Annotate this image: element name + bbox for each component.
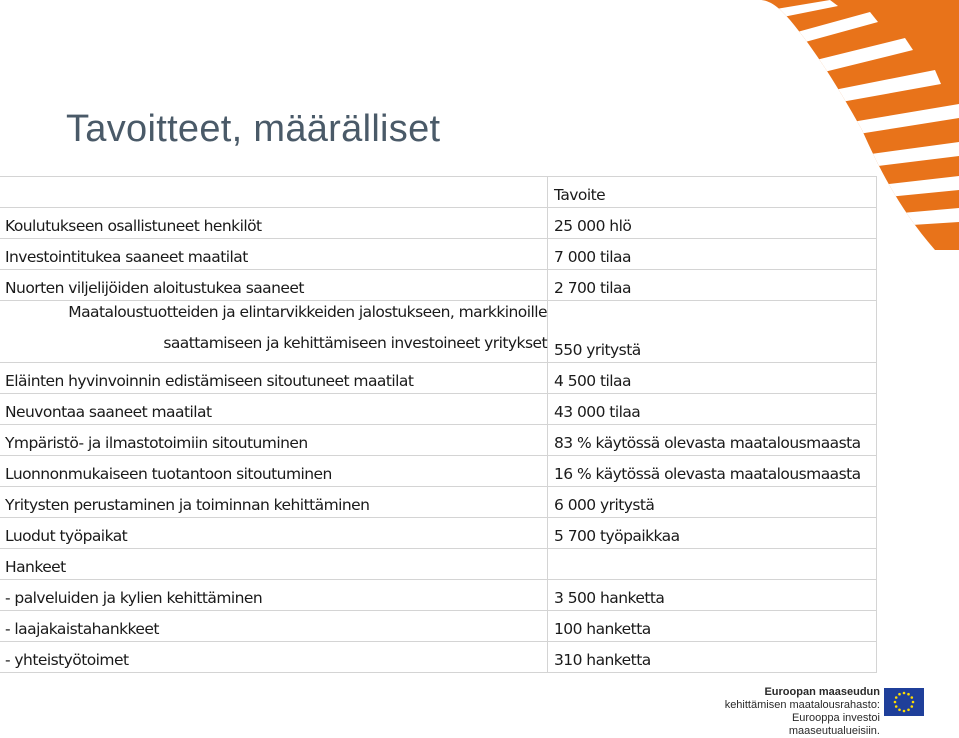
- row-label: Luonnonmukaiseen tuotantoon sitoutuminen: [0, 456, 548, 486]
- row-label: - laajakaistahankkeet: [0, 611, 548, 641]
- row-label: Neuvontaa saaneet maatilat: [0, 394, 548, 424]
- row-label: Investointitukea saaneet maatilat: [0, 239, 548, 269]
- table-row: [0, 239, 877, 270]
- row-value: 7 000 tilaa: [548, 239, 877, 269]
- row-label: - yhteistyötoimet: [0, 642, 548, 672]
- row-value: 5 700 työpaikkaa: [548, 518, 877, 548]
- table-row: [0, 363, 877, 394]
- eafrd-caption-line1: Euroopan maaseudun: [764, 686, 880, 698]
- row-value: 4 500 tilaa: [548, 363, 877, 393]
- table-row: [0, 301, 877, 363]
- row-value: [548, 549, 877, 579]
- row-label: - palveluiden ja kylien kehittäminen: [0, 580, 548, 610]
- table-row: [0, 580, 877, 611]
- targets-table: [0, 176, 877, 673]
- header-label-cell: [0, 177, 548, 207]
- row-value: 6 000 yritystä: [548, 487, 877, 517]
- row-value: 2 700 tilaa: [548, 270, 877, 300]
- row-value: 16 % käytössä olevasta maatalousmaasta: [548, 456, 877, 486]
- row-label: Koulutukseen osallistuneet henkilöt: [0, 208, 548, 238]
- table-row: [0, 549, 877, 580]
- row-value: 550 yritystä: [548, 301, 877, 362]
- row-value: 83 % käytössä olevasta maatalousmaasta: [548, 425, 877, 455]
- row-label-line1: Maataloustuotteiden ja elintarvikkeiden jalostukseen, markkinoille: [68, 303, 547, 321]
- row-label: Hankeet: [0, 549, 548, 579]
- page-title: Tavoitteet, määrälliset: [66, 108, 441, 150]
- row-label: Ympäristö- ja ilmastotoimiin sitoutuminen: [0, 425, 548, 455]
- table-row: [0, 642, 877, 673]
- table-row: [0, 487, 877, 518]
- row-value: 3 500 hanketta: [548, 580, 877, 610]
- row-value: 310 hanketta: [548, 642, 877, 672]
- row-label: [0, 301, 548, 362]
- eu-flag-icon: [884, 688, 924, 716]
- table-row: [0, 518, 877, 549]
- table-header-row: [0, 177, 877, 208]
- eafrd-caption: [700, 686, 880, 738]
- row-label: Yritysten perustaminen ja toiminnan kehittäminen: [0, 487, 548, 517]
- row-value: 43 000 tilaa: [548, 394, 877, 424]
- row-label: Nuorten viljelijöiden aloitustukea saaneet: [0, 270, 548, 300]
- header-value-cell: Tavoite: [548, 177, 877, 207]
- eafrd-caption-line2: kehittämisen maatalousrahasto:: [724, 699, 880, 711]
- row-value: 100 hanketta: [548, 611, 877, 641]
- table-row: [0, 394, 877, 425]
- table-row: [0, 425, 877, 456]
- eafrd-caption-line3: Eurooppa investoi maaseutualueisiin.: [788, 712, 880, 737]
- table-row: [0, 611, 877, 642]
- row-label: Luodut työpaikat: [0, 518, 548, 548]
- row-label-line2: saattamiseen ja kehittämiseen investoineet yritykset: [163, 334, 547, 352]
- table-row: [0, 456, 877, 487]
- table-row: [0, 208, 877, 239]
- row-value: 25 000 hlö: [548, 208, 877, 238]
- row-label: Eläinten hyvinvoinnin edistämiseen sitoutuneet maatilat: [0, 363, 548, 393]
